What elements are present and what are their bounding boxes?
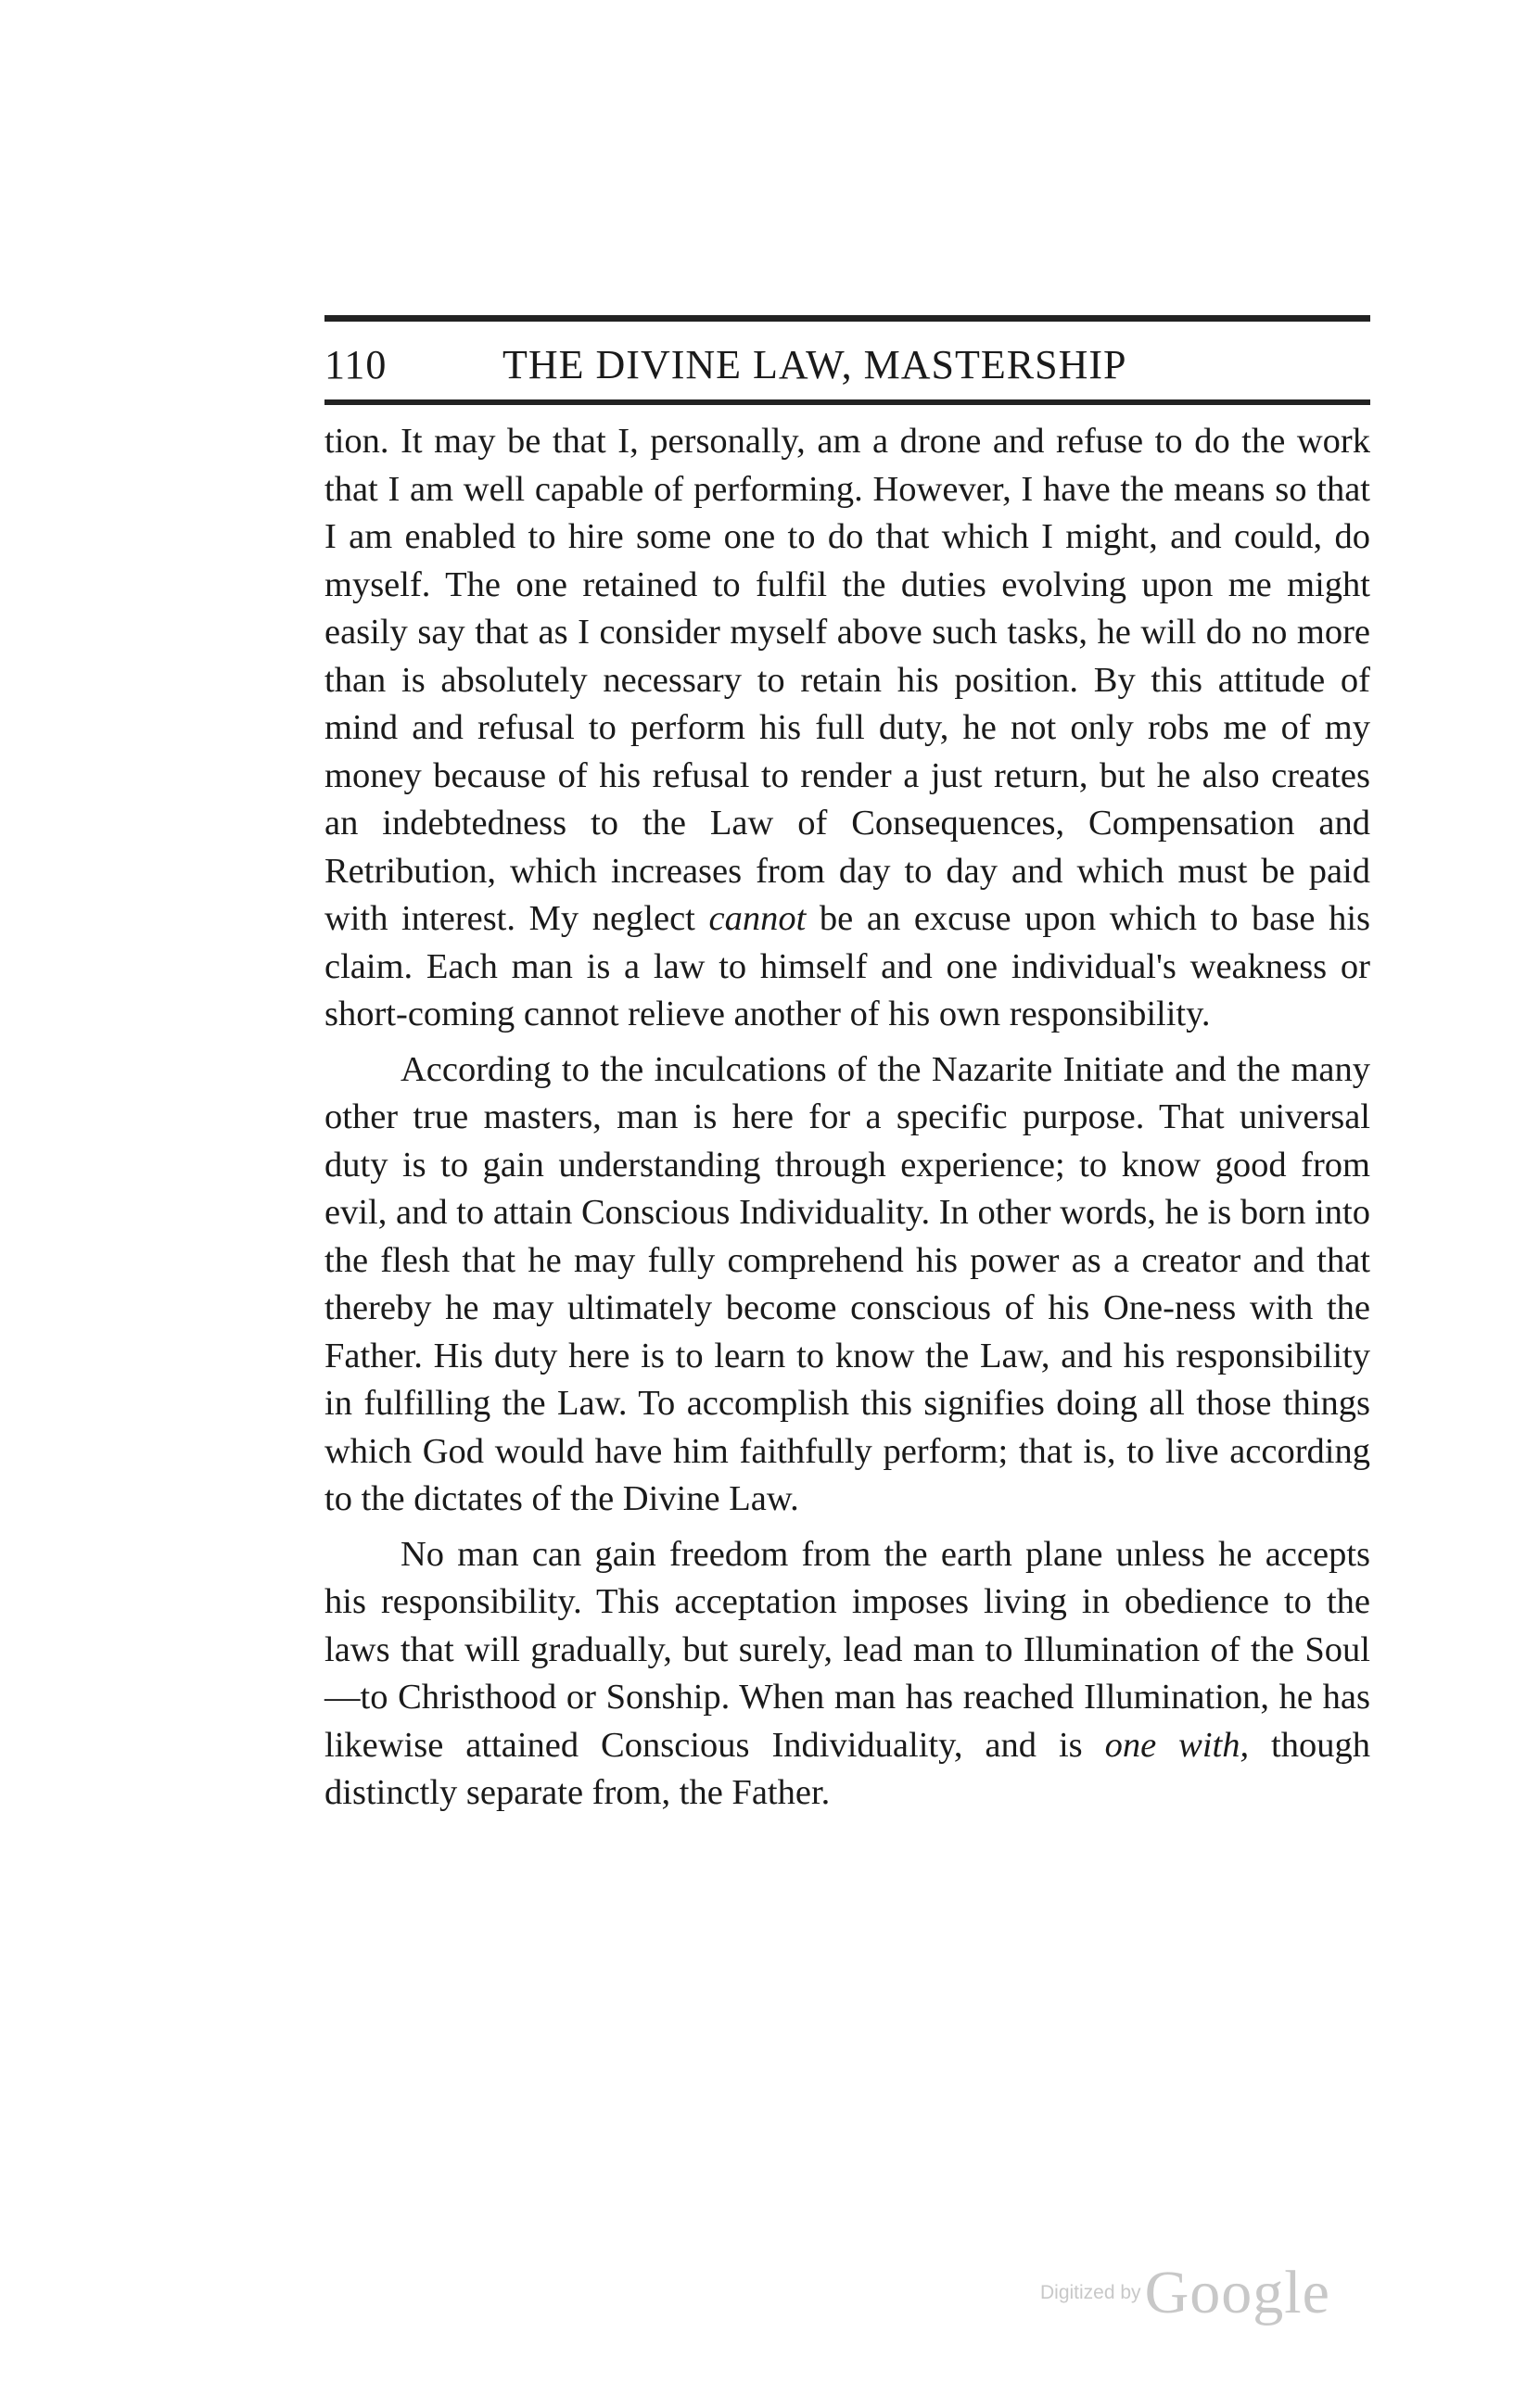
paragraph-3-emphasis: one with, [1104,1725,1250,1765]
google-logo: Google [1144,2259,1330,2326]
header-rule-top [324,315,1370,322]
paragraph-1 [324,418,1370,1039]
header-rule-bottom [324,399,1370,405]
page-number: 110 [324,342,388,387]
digitized-watermark [1040,2258,1330,2328]
watermark-prefix: Digitized by [1040,2282,1141,2303]
paragraph-2 [324,1046,1370,1524]
body-text [324,418,1370,1818]
book-page [324,315,1370,1818]
running-title: THE DIVINE LAW, MASTERSHIP [502,342,1127,387]
paragraph-3-text-after: though distinctly separate from, the Father. [324,1725,1370,1812]
paragraph-2-text: According to the inculcations of the Nazarite Initiate and the many other true masters, man is here for a specific purpose. That universal duty is to gain understanding through experience; to know good from evil, and to attain Conscious Individuality. In other words, he is born into the flesh that he may fully comprehend his power as a creator and that thereby he may ultimately become conscious of his One-ness with the Father. His duty here is to learn to know the Law, and his responsibility in fulfilling the Law. To accomplish this signifies doing all those things which God would have him faithfully perform; that is, to live according to the dictates of the Divine Law. [324,1049,1370,1518]
running-header [324,342,1370,388]
paragraph-1-text-after: be an excuse upon which to base his claim. Each man is a law to himself and one individual's weakness or short-coming cannot relieve another of his own responsibility. [324,899,1371,1033]
paragraph-1-emphasis: cannot [708,899,807,938]
paragraph-1-text: tion. It may be that I, personally, am a drone and refuse to do the work that I am well capable of performing. However, I have the means so that I am enabled to hire some one to do that which I might, and could, do myself. The one retained to fulfil the duties evolving upon me might easily say that as I consider myself above such tasks, he will do no more than is absolutely necessary to retain his position. By this attitude of mind and refusal to perform his full duty, he not only robs me of my money because of his refusal to render a just return, but he also creates an indebtedness to the Law of Consequences, Compensation and Retribution, which increases from day to day and which must be paid with interest. My neglect [324,422,1370,938]
paragraph-3-text: No man can gain freedom from the earth plane unless he accepts his responsibility. This acceptation imposes living in obedience to the laws that will gradually, but surely, lead man to Illumination of the Soul—to Christhood or Sonship. When man has reached Illumination, he has likewise attained Conscious Individuality, and is [324,1534,1370,1765]
paragraph-3 [324,1531,1370,1818]
